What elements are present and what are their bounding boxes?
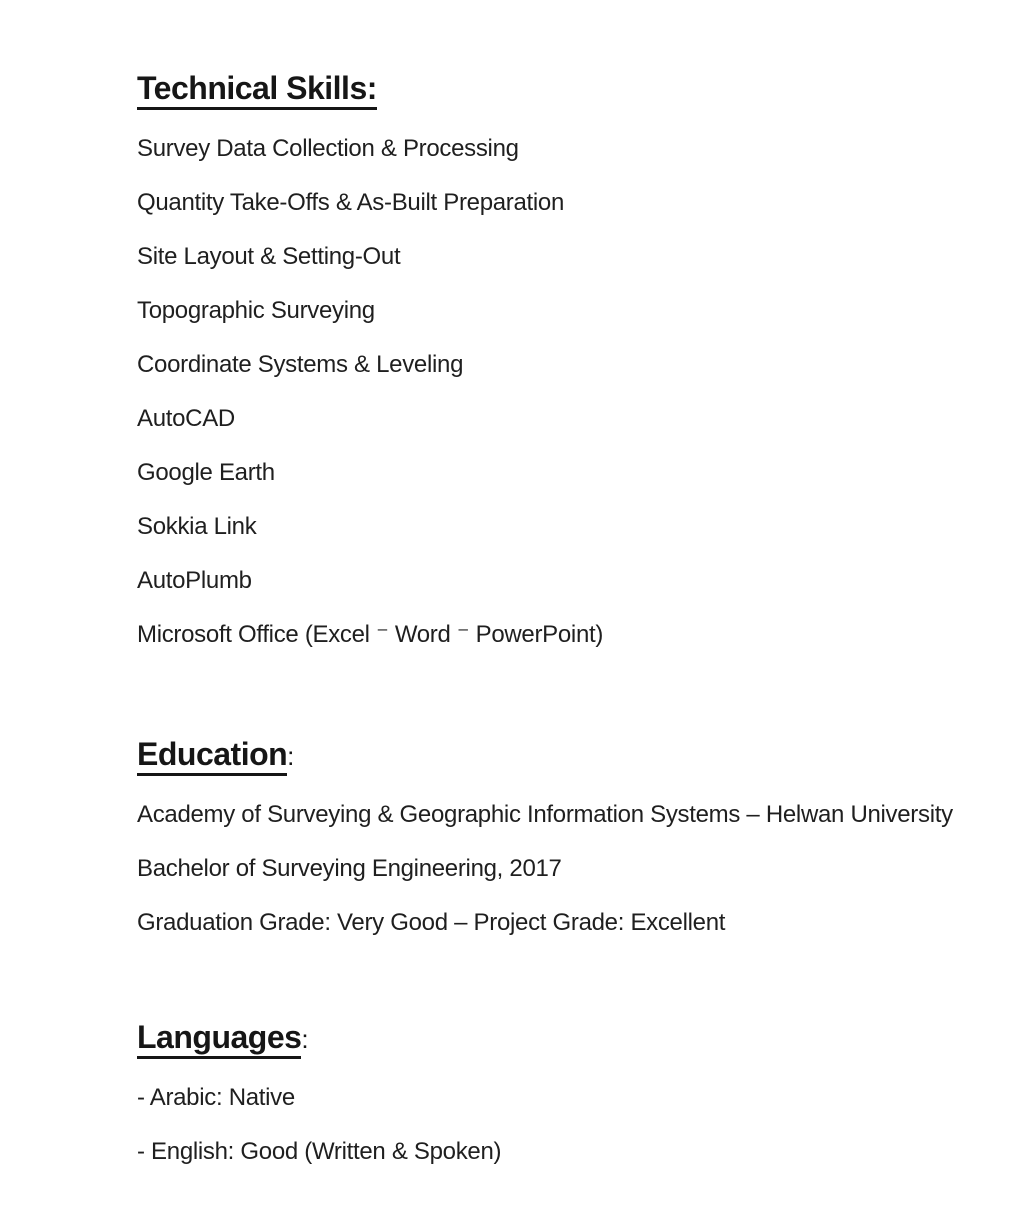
languages-heading [137, 1017, 984, 1059]
skill-item: AutoPlumb [137, 567, 252, 594]
education-heading-text: Education [137, 736, 287, 776]
education-heading-colon: : [287, 741, 295, 771]
education-line: Bachelor of Surveying Engineering, 2017 [137, 855, 562, 882]
languages-heading-colon: : [301, 1024, 309, 1054]
skill-item: Sokkia Link [137, 513, 257, 540]
technical-skills-heading [137, 68, 984, 110]
technical-skills-heading-text: Technical Skills: [137, 70, 377, 110]
education-line: Academy of Surveying & Geographic Information Systems – Helwan University [137, 801, 953, 828]
languages-list [137, 1083, 984, 1167]
education-heading [137, 734, 984, 776]
languages-heading-text: Languages [137, 1019, 301, 1059]
section-languages [137, 1017, 984, 1167]
technical-skills-list [137, 134, 984, 650]
section-technical-skills [137, 68, 984, 650]
skill-item: Topographic Surveying [137, 297, 375, 324]
section-education [137, 734, 984, 938]
skill-item: Google Earth [137, 459, 275, 486]
education-line: Graduation Grade: Very Good – Project Grade: Excellent [137, 909, 726, 936]
skill-item: Microsoft Office (Excel ⁻ Word ⁻ PowerPoint) [137, 621, 604, 648]
skill-item: Survey Data Collection & Processing [137, 135, 519, 162]
skill-item: Site Layout & Setting-Out [137, 243, 401, 270]
skill-item: AutoCAD [137, 405, 235, 432]
language-item: - Arabic: Native [137, 1084, 295, 1111]
language-item: - English: Good (Written & Spoken) [137, 1138, 502, 1165]
education-list [137, 800, 984, 938]
skill-item: Coordinate Systems & Leveling [137, 351, 464, 378]
skill-item: Quantity Take-Offs & As-Built Preparation [137, 189, 565, 216]
